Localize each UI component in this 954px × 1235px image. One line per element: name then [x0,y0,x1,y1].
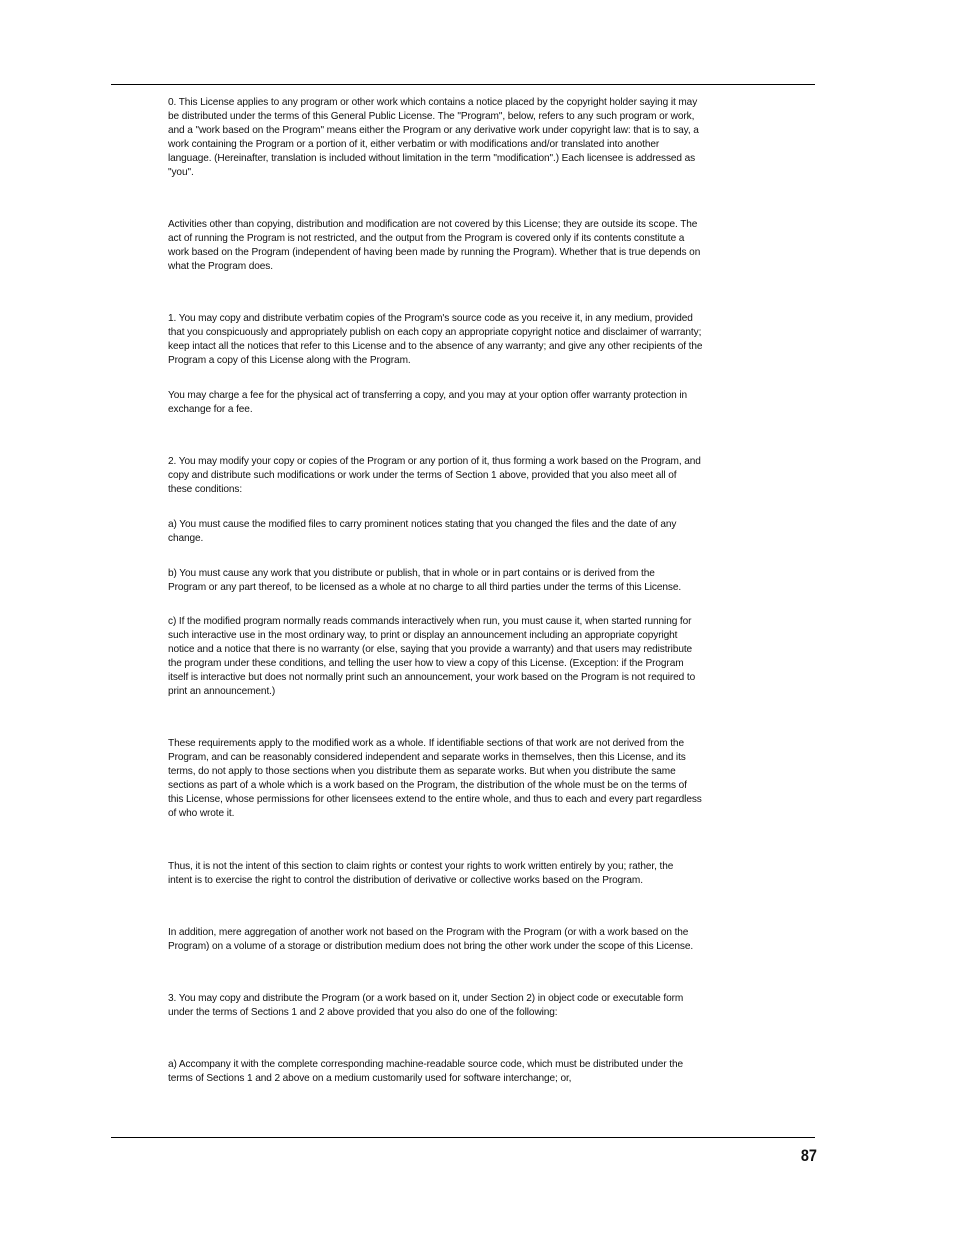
footer-rule [111,1137,815,1138]
requirements-paragraph: These requirements apply to the modified work as a whole. If identifiable sections of that work are not derived from the Program, and can be reasonably considered independent and separate works in themselves, then this License, and its terms, do not apply to those sections when you distribute them as separate works. But when you distribute the same sections as part of a whole which is a work based on the Program, the distribution of the whole must be on the terms of this License, whose permissions for other licensees extend to the entire whole, and thus to each and every part regardless of who wrote it. [168,738,702,820]
section-2-paragraph: 2. You may modify your copy or copies of the Program or any portion of it, thus forming a work based on the Program, and copy and distribute such modifications or work under the terms of Section 1 above, provided that you also meet all of these conditions: [168,456,701,496]
option-a-paragraph: a) Accompany it with the complete corresponding machine-readable source code, which must be distributed under the terms of Sections 1 and 2 above on a medium customarily used for software interchange; or, [168,1059,683,1085]
section-1-paragraph: 1. You may copy and distribute verbatim copies of the Program's source code as you receive it, in any medium, provided that you conspicuously and appropriately publish on each copy an appropriate copyright notice and disclaimer of warranty; keep intact all the notices that refer to this License and to the absence of any warranty; and give any other recipients of the Program a copy of this License along with the Program. [168,313,703,367]
aggregation-paragraph: In addition, mere aggregation of another work not based on the Program with the Program (or with a work based on the Program) on a volume of a storage or distribution medium does not bring the other work under the scope of this License. [168,927,694,953]
header-rule [111,84,815,85]
condition-a-paragraph: a) You must cause the modified files to carry prominent notices stating that you changed the files and the date of any change. [168,519,677,545]
intent-paragraph: Thus, it is not the intent of this section to claim rights or contest your rights to work written entirely by you; rather, the intent is to exercise the right to control the distribution of derivative or collective works based on the Program. [168,861,674,887]
section-3-paragraph: 3. You may copy and distribute the Program (or a work based on it, under Section 2) in object code or executable form under the terms of Sections 1 and 2 above provided that you also do one of the following: [168,993,684,1019]
condition-b-paragraph: b) You must cause any work that you distribute or publish, that in whole or in part contains or is derived from the Program or any part thereof, to be licensed as a whole at no charge to all third parties under the terms of this License. [168,568,682,594]
condition-c-paragraph: c) If the modified program normally reads commands interactively when run, you must cause it, when started running for such interactive use in the most ordinary way, to print or display an announcement including an appropriate copyright notice and a notice that there is no warranty (or else, saying that you provide a warranty) and that users may redistribute the program under these conditions, and telling the user how to view a copy of this License. (Exception: if the Program itself is interactive but does not normally print such an announcement, your work based on the Program is not required to print an announcement.) [168,616,696,698]
page-number: 87 [800,1146,817,1165]
activities-paragraph: Activities other than copying, distribution and modification are not covered by this License; they are outside its scope. The act of running the Program is not restricted, and the output from the Program is covered only if its contents constitute a work based on the Program (independent of having been made by running the Program). Whether that is true depends on what the Program does. [168,219,701,273]
fee-paragraph: You may charge a fee for the physical act of transferring a copy, and you may at your option offer warranty protection in exchange for a fee. [168,390,688,416]
section-0-paragraph: 0. This License applies to any program or other work which contains a notice placed by the copyright holder saying it may be distributed under the terms of this General Public License. The "Program", below, refers to any such program or work, and a "work based on the Program" means either the Program or any derivative work under copyright law: that is to say, a work containing the Program or a portion of it, either verbatim or with modifications and/or translated into another language. (Hereinafter, translation is included without limitation in the term "modification".) Each licensee is addressed as "you". [168,97,699,179]
